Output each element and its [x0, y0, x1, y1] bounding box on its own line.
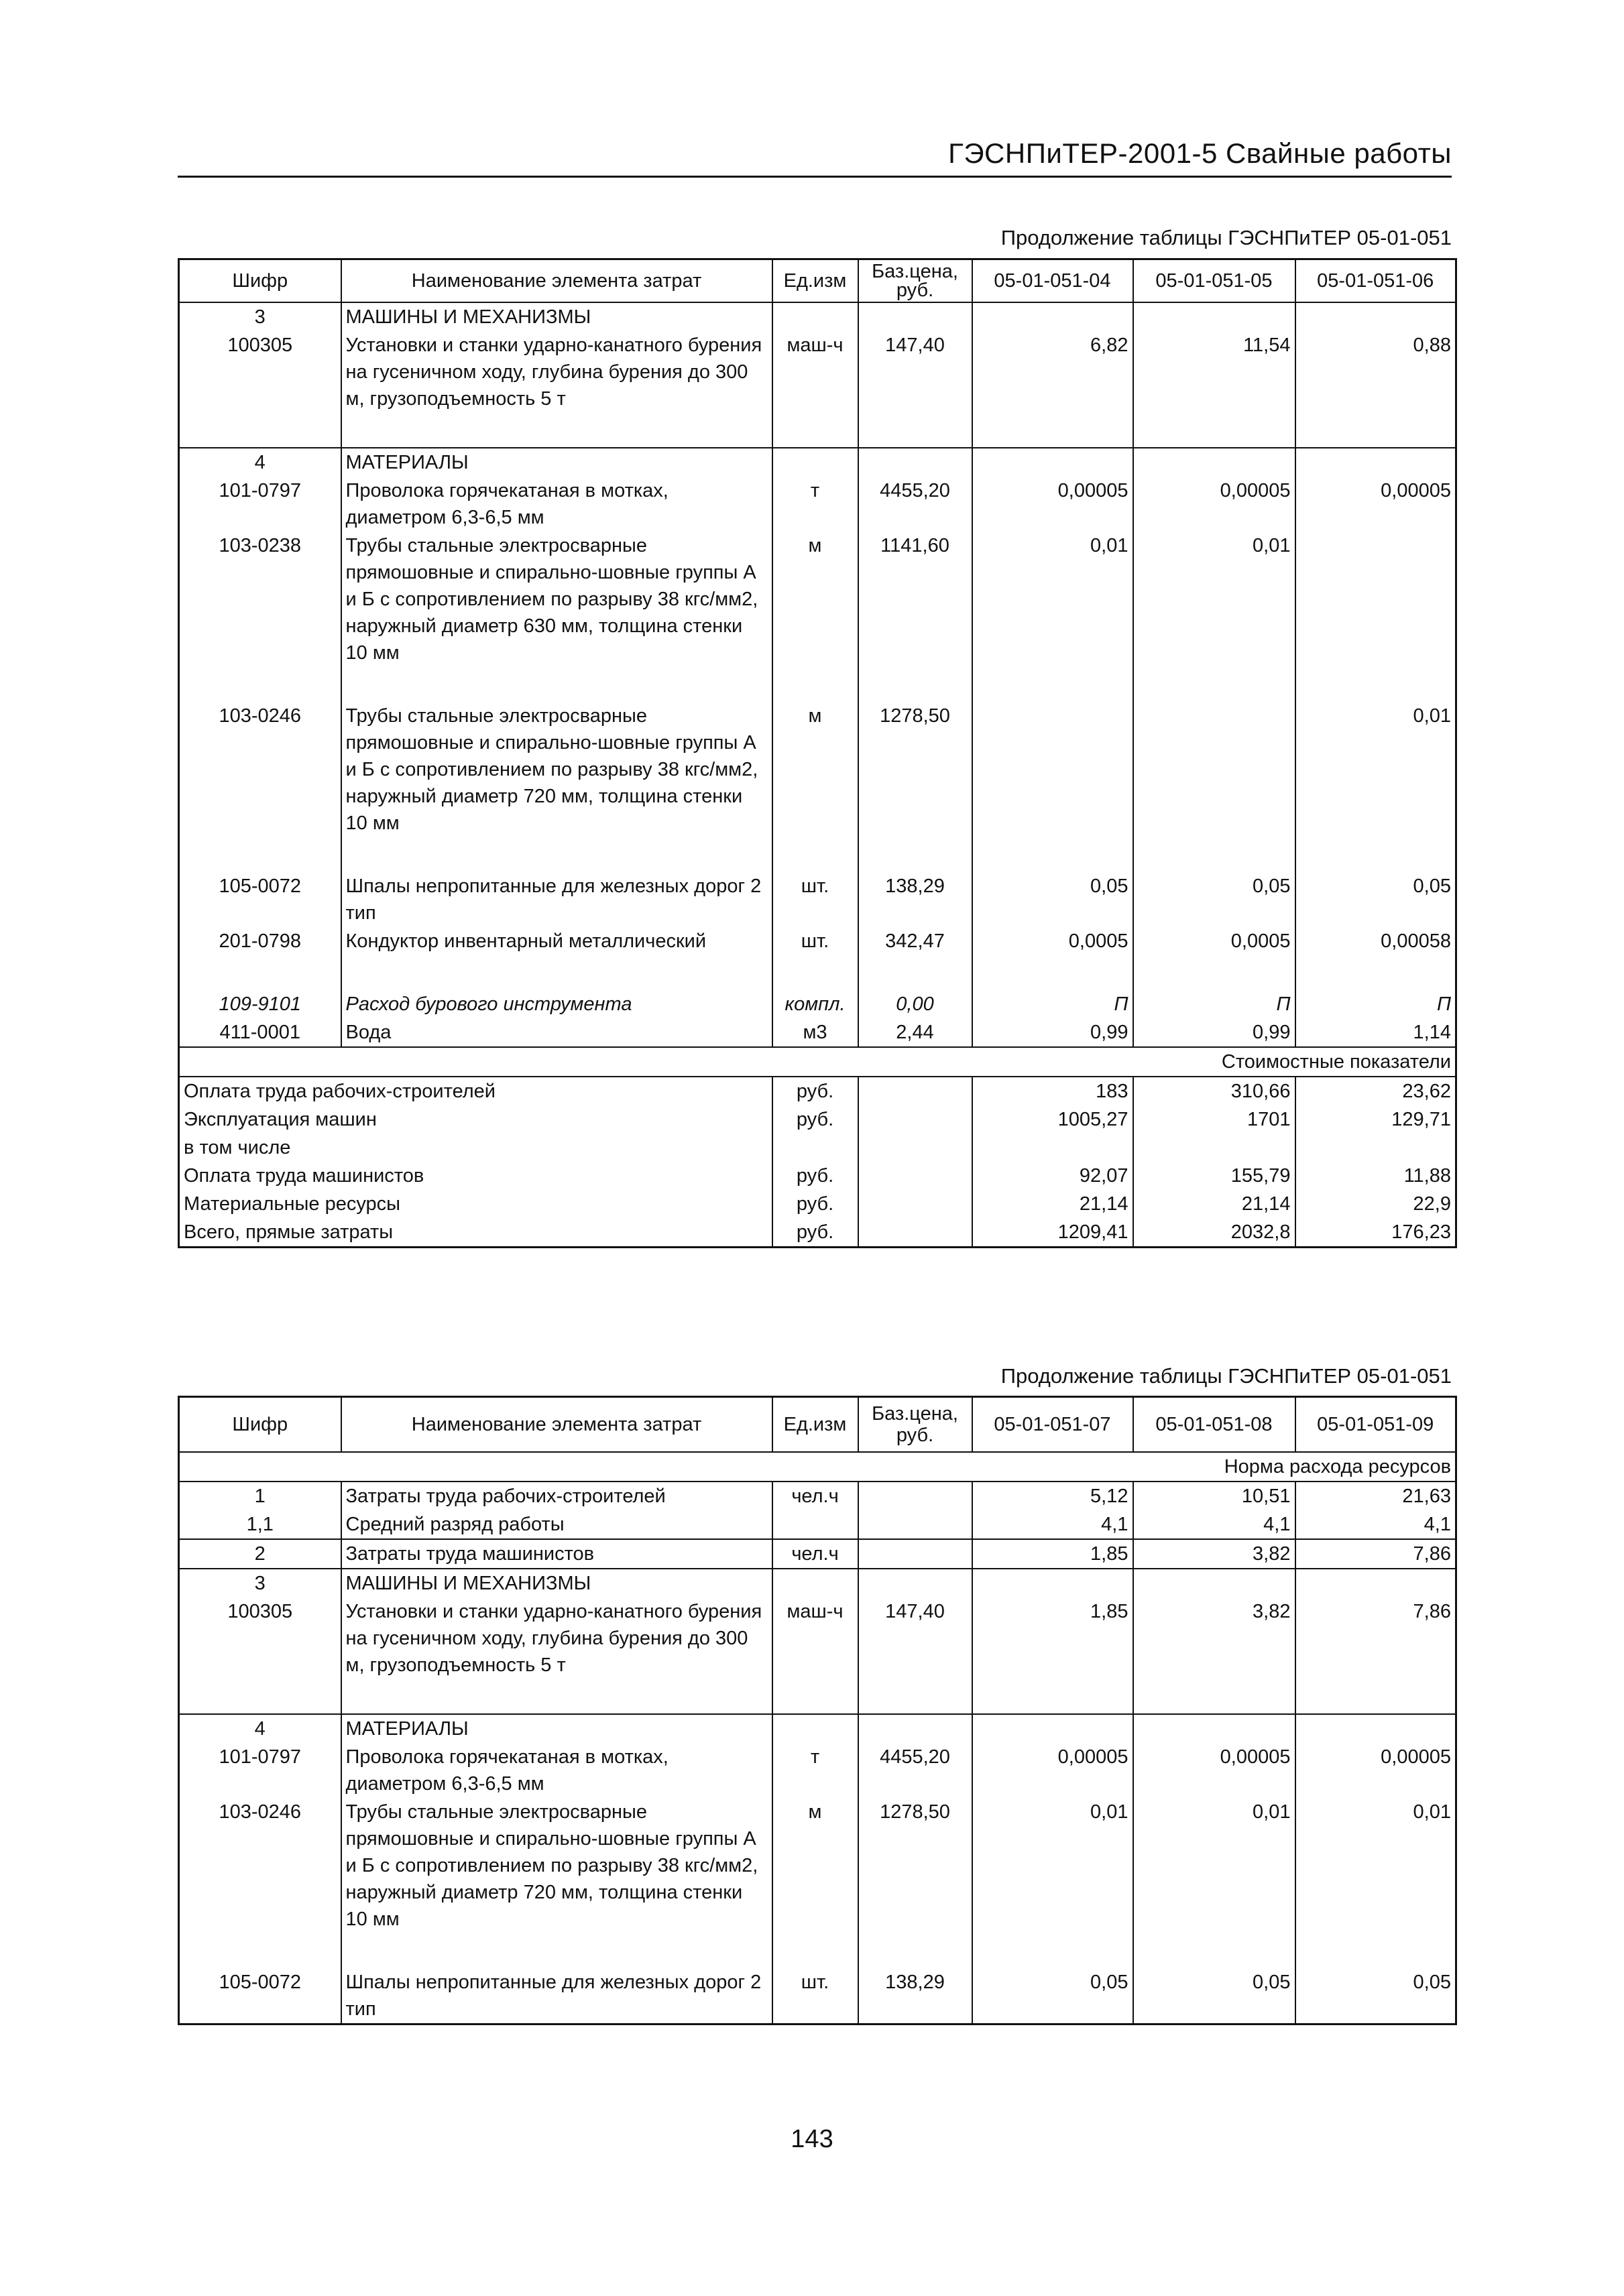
row-value-3: 7,86 [1295, 1539, 1456, 1569]
cost-value-2: 1701 [1133, 1105, 1295, 1134]
cost-value-3: 23,62 [1295, 1077, 1456, 1105]
row-value-2 [1133, 1714, 1295, 1743]
table-row [179, 1798, 1456, 1933]
table-row [179, 1539, 1456, 1569]
table-row [179, 1743, 1456, 1798]
row-name: МАШИНЫ И МЕХАНИЗМЫ [341, 302, 772, 331]
row-code: 105-0072 [179, 872, 341, 927]
row-value-2: 0,01 [1133, 1798, 1295, 1933]
cost-price-empty [858, 1134, 972, 1162]
row-value-2 [1133, 302, 1295, 331]
row-code: 105-0072 [179, 1968, 341, 2025]
cost-unit: руб. [772, 1218, 858, 1248]
row-unit: шт. [772, 1968, 858, 2025]
row-value-1 [972, 702, 1133, 837]
row-name: Кондуктор инвентарный металлический [341, 927, 772, 955]
row-value-2: 4,1 [1133, 1510, 1295, 1539]
row-price: 138,29 [858, 872, 972, 927]
row-code: 109-9101 [179, 990, 341, 1018]
cost-row [179, 1190, 1456, 1218]
row-code: 4 [179, 448, 341, 477]
row-value-1: 4,1 [972, 1510, 1133, 1539]
cost-price-empty [858, 1077, 972, 1105]
cost-unit: руб. [772, 1105, 858, 1134]
table-row [179, 1569, 1456, 1597]
cost-unit: руб. [772, 1162, 858, 1190]
table-row [179, 702, 1456, 837]
row-unit: м [772, 1798, 858, 1933]
col-code-3-header: 05-01-051-06 [1295, 259, 1456, 303]
table-row [179, 1714, 1456, 1743]
row-value-3 [1295, 1569, 1456, 1597]
row-value-3 [1295, 1714, 1456, 1743]
table2 [178, 1396, 1457, 2025]
row-value-1 [972, 1714, 1133, 1743]
col-price-header-line1: Баз.цена, [872, 1403, 958, 1425]
row-price: 2,44 [858, 1018, 972, 1047]
row-name: Шпалы непропитанные для железных дорог 2 тип [341, 872, 772, 927]
row-price: 147,40 [858, 1597, 972, 1679]
spacer-cell [341, 413, 772, 448]
spacer-cell [1295, 413, 1456, 448]
cost-value-3 [1295, 1134, 1456, 1162]
row-value-3: 1,14 [1295, 1018, 1456, 1047]
row-value-3 [1295, 532, 1456, 667]
row-name: МАТЕРИАЛЫ [341, 1714, 772, 1743]
row-unit: компл. [772, 990, 858, 1018]
row-price [858, 448, 972, 477]
row-unit: шт. [772, 927, 858, 955]
row-code: 3 [179, 302, 341, 331]
cost-value-3: 22,9 [1295, 1190, 1456, 1218]
row-code: 2 [179, 1539, 341, 1569]
row-value-2 [1133, 448, 1295, 477]
row-value-3: 0,00005 [1295, 1743, 1456, 1798]
table-row [179, 927, 1456, 955]
row-code: 103-0246 [179, 702, 341, 837]
row-value-2 [1133, 1569, 1295, 1597]
table-row [179, 1482, 1456, 1510]
row-price: 342,47 [858, 927, 972, 955]
row-value-3: 7,86 [1295, 1597, 1456, 1679]
row-name: Установки и станки ударно-канатного бурения на гусеничном ходу, глубина бурения до 300 м, грузоподъемность 5 т [341, 1597, 772, 1679]
col-price-header-line1: Баз.цена, [872, 261, 958, 282]
spacer-cell [341, 1679, 772, 1714]
row-value-3: П [1295, 990, 1456, 1018]
cost-value-2: 155,79 [1133, 1162, 1295, 1190]
cost-price-empty [858, 1190, 972, 1218]
cost-label: Оплата труда машинистов [179, 1162, 772, 1190]
row-value-1: 0,00005 [972, 477, 1133, 532]
row-unit [772, 1569, 858, 1597]
row-value-2: 0,0005 [1133, 927, 1295, 955]
row-value-1: 0,01 [972, 532, 1133, 667]
row-name: Затраты труда машинистов [341, 1539, 772, 1569]
spacer-cell [1295, 1679, 1456, 1714]
spacer-cell [341, 837, 772, 872]
row-code: 411-0001 [179, 1018, 341, 1047]
row-value-2: 11,54 [1133, 331, 1295, 413]
spacer-cell [1295, 955, 1456, 990]
row-spacer [179, 1679, 1456, 1714]
row-unit [772, 1714, 858, 1743]
table1-header-row [179, 259, 1456, 303]
spacer-cell [972, 1679, 1133, 1714]
spacer-cell [972, 1933, 1133, 1968]
row-value-2: 0,01 [1133, 532, 1295, 667]
row-price: 147,40 [858, 331, 972, 413]
cost-value-3: 11,88 [1295, 1162, 1456, 1190]
spacer-cell [858, 1933, 972, 1968]
row-value-2: П [1133, 990, 1295, 1018]
row-value-2 [1133, 702, 1295, 837]
row-unit: маш-ч [772, 1597, 858, 1679]
page-number: 143 [791, 2125, 833, 2153]
row-value-3: 0,00058 [1295, 927, 1456, 955]
spacer-cell [1133, 1933, 1295, 1968]
spacer-cell [772, 667, 858, 702]
row-code: 100305 [179, 1597, 341, 1679]
cost-value-2: 2032,8 [1133, 1218, 1295, 1248]
col-unit-header: Ед.изм [772, 259, 858, 303]
spacer-cell [858, 837, 972, 872]
row-value-3 [1295, 302, 1456, 331]
row-name: Трубы стальные электросварные прямошовные и спирально-шовные группы А и Б с сопротивлением по разрыву 38 кгс/мм2, наружный диаметр 630 мм, толщина стенки 10 мм [341, 532, 772, 667]
row-value-2: 3,82 [1133, 1597, 1295, 1679]
row-price: 1141,60 [858, 532, 972, 667]
row-value-1: 0,01 [972, 1798, 1133, 1933]
cost-value-2: 310,66 [1133, 1077, 1295, 1105]
col-code-1-header: 05-01-051-04 [972, 259, 1133, 303]
table-row [179, 1510, 1456, 1539]
row-value-2: 10,51 [1133, 1482, 1295, 1510]
table-row [179, 1018, 1456, 1047]
row-unit [772, 302, 858, 331]
row-unit [772, 1510, 858, 1539]
spacer-cell [972, 413, 1133, 448]
row-price: 0,00 [858, 990, 972, 1018]
col-code-header: Шифр [179, 1397, 341, 1453]
cost-value-2 [1133, 1134, 1295, 1162]
row-unit [772, 448, 858, 477]
cost-value-1: 183 [972, 1077, 1133, 1105]
spacer-cell [341, 1933, 772, 1968]
spacer-cell [179, 955, 341, 990]
spacer-cell [1295, 1933, 1456, 1968]
cost-value-3: 176,23 [1295, 1218, 1456, 1248]
cost-value-1: 1005,27 [972, 1105, 1133, 1134]
table-row [179, 1597, 1456, 1679]
cost-value-2: 21,14 [1133, 1190, 1295, 1218]
table2-header-row [179, 1397, 1456, 1453]
row-unit: чел.ч [772, 1539, 858, 1569]
table1-body [179, 302, 1456, 1248]
spacer-cell [858, 1679, 972, 1714]
table1-caption: Продолжение таблицы ГЭСНПиТЕР 05-01-051 [1000, 226, 1452, 249]
spacer-cell [972, 667, 1133, 702]
row-value-1 [972, 302, 1133, 331]
row-value-3: 0,00005 [1295, 477, 1456, 532]
spacer-cell [1133, 955, 1295, 990]
row-price [858, 1482, 972, 1510]
spacer-cell [341, 955, 772, 990]
table-row [179, 448, 1456, 477]
page-header-title: ГЭСНПиТЕР-2001-5 Свайные работы [948, 137, 1452, 169]
table-row [179, 477, 1456, 532]
spacer-cell [1133, 413, 1295, 448]
col-unit-header: Ед.изм [772, 1397, 858, 1453]
cost-price-empty [858, 1162, 972, 1190]
table-row [179, 872, 1456, 927]
row-unit: м [772, 702, 858, 837]
row-price: 1278,50 [858, 1798, 972, 1933]
spacer-cell [972, 837, 1133, 872]
spacer-cell [858, 955, 972, 990]
col-code-header: Шифр [179, 259, 341, 303]
table-row [179, 1968, 1456, 2025]
row-value-1: П [972, 990, 1133, 1018]
row-value-2: 3,82 [1133, 1539, 1295, 1569]
row-unit: чел.ч [772, 1482, 858, 1510]
norm-header-row [179, 1452, 1456, 1482]
row-spacer [179, 413, 1456, 448]
row-name: Расход бурового инструмента [341, 990, 772, 1018]
row-code: 1,1 [179, 1510, 341, 1539]
row-value-3 [1295, 448, 1456, 477]
row-name: МАТЕРИАЛЫ [341, 448, 772, 477]
spacer-cell [1133, 667, 1295, 702]
spacer-cell [858, 413, 972, 448]
row-spacer [179, 1933, 1456, 1968]
spacer-cell [179, 1933, 341, 1968]
cost-label: Материальные ресурсы [179, 1190, 772, 1218]
row-value-3: 0,05 [1295, 872, 1456, 927]
col-price-header [858, 259, 972, 303]
col-price-header-line2: руб. [896, 280, 934, 301]
table-row [179, 302, 1456, 331]
col-name-header: Наименование элемента затрат [341, 259, 772, 303]
row-name: Проволока горячекатаная в мотках, диаметром 6,3-6,5 мм [341, 477, 772, 532]
cost-label: Всего, прямые затраты [179, 1218, 772, 1248]
row-name: Трубы стальные электросварные прямошовные и спирально-шовные группы А и Б с сопротивлением по разрыву 38 кгс/мм2, наружный диаметр 720 мм, толщина стенки 10 мм [341, 702, 772, 837]
row-code: 101-0797 [179, 1743, 341, 1798]
row-value-3: 4,1 [1295, 1510, 1456, 1539]
spacer-cell [1133, 837, 1295, 872]
row-value-3: 0,05 [1295, 1968, 1456, 2025]
col-name-header: Наименование элемента затрат [341, 1397, 772, 1453]
spacer-cell [858, 667, 972, 702]
cost-price-empty [858, 1218, 972, 1248]
cost-header-row [179, 1047, 1456, 1077]
row-price [858, 1539, 972, 1569]
spacer-cell [972, 955, 1133, 990]
row-name: Установки и станки ударно-канатного бурения на гусеничном ходу, глубина бурения до 300 м, грузоподъемность 5 т [341, 331, 772, 413]
row-code: 4 [179, 1714, 341, 1743]
spacer-cell [772, 1679, 858, 1714]
cost-label: в том числе [179, 1134, 772, 1162]
row-value-1: 6,82 [972, 331, 1133, 413]
row-code: 103-0238 [179, 532, 341, 667]
row-unit: т [772, 1743, 858, 1798]
row-value-1: 0,05 [972, 872, 1133, 927]
row-value-1: 1,85 [972, 1539, 1133, 1569]
spacer-cell [341, 667, 772, 702]
spacer-cell [772, 955, 858, 990]
row-price [858, 302, 972, 331]
row-unit: т [772, 477, 858, 532]
row-name: Проволока горячекатаная в мотках, диаметром 6,3-6,5 мм [341, 1743, 772, 1798]
row-unit: м3 [772, 1018, 858, 1047]
row-spacer [179, 837, 1456, 872]
spacer-cell [1295, 667, 1456, 702]
cost-value-1 [972, 1134, 1133, 1162]
cost-label: Эксплуатация машин [179, 1105, 772, 1134]
row-value-1: 5,12 [972, 1482, 1133, 1510]
col-code-2-header: 05-01-051-05 [1133, 259, 1295, 303]
row-value-1: 0,00005 [972, 1743, 1133, 1798]
row-code: 103-0246 [179, 1798, 341, 1933]
table2-caption: Продолжение таблицы ГЭСНПиТЕР 05-01-051 [1000, 1364, 1452, 1388]
table-row [179, 331, 1456, 413]
table-row [179, 990, 1456, 1018]
row-value-1: 1,85 [972, 1597, 1133, 1679]
table-row [179, 532, 1456, 667]
row-value-1 [972, 1569, 1133, 1597]
cost-price-empty [858, 1105, 972, 1134]
row-name: МАШИНЫ И МЕХАНИЗМЫ [341, 1569, 772, 1597]
cost-row [179, 1218, 1456, 1248]
row-price [858, 1510, 972, 1539]
row-price [858, 1714, 972, 1743]
row-price: 4455,20 [858, 477, 972, 532]
row-spacer [179, 955, 1456, 990]
cost-row [179, 1134, 1456, 1162]
row-code: 1 [179, 1482, 341, 1510]
row-value-1: 0,0005 [972, 927, 1133, 955]
row-unit: шт. [772, 872, 858, 927]
cost-value-1: 21,14 [972, 1190, 1133, 1218]
row-value-2: 0,05 [1133, 1968, 1295, 2025]
row-code: 100305 [179, 331, 341, 413]
header-rule [178, 176, 1452, 178]
row-price: 138,29 [858, 1968, 972, 2025]
cost-unit: руб. [772, 1190, 858, 1218]
cost-row [179, 1105, 1456, 1134]
cost-value-1: 1209,41 [972, 1218, 1133, 1248]
spacer-cell [179, 837, 341, 872]
row-price: 4455,20 [858, 1743, 972, 1798]
row-value-2: 0,99 [1133, 1018, 1295, 1047]
row-name: Вода [341, 1018, 772, 1047]
row-spacer [179, 667, 1456, 702]
cost-unit [772, 1134, 858, 1162]
table1 [178, 258, 1457, 1248]
row-value-2: 0,00005 [1133, 477, 1295, 532]
cost-unit: руб. [772, 1077, 858, 1105]
col-code-3-header: 05-01-051-09 [1295, 1397, 1456, 1453]
row-unit: маш-ч [772, 331, 858, 413]
spacer-cell [179, 667, 341, 702]
row-code: 201-0798 [179, 927, 341, 955]
col-price-header-line2: руб. [896, 1425, 934, 1446]
col-code-2-header: 05-01-051-08 [1133, 1397, 1295, 1453]
row-value-3: 0,01 [1295, 702, 1456, 837]
row-name: Затраты труда рабочих-строителей [341, 1482, 772, 1510]
row-price: 1278,50 [858, 702, 972, 837]
row-value-2: 0,05 [1133, 872, 1295, 927]
row-code: 101-0797 [179, 477, 341, 532]
spacer-cell [179, 413, 341, 448]
spacer-cell [1295, 837, 1456, 872]
spacer-cell [772, 413, 858, 448]
spacer-cell [772, 837, 858, 872]
row-value-3: 0,88 [1295, 331, 1456, 413]
cost-value-3: 129,71 [1295, 1105, 1456, 1134]
cost-row [179, 1162, 1456, 1190]
table2-body [179, 1452, 1456, 2025]
row-value-1: 0,05 [972, 1968, 1133, 2025]
row-value-1 [972, 448, 1133, 477]
row-price [858, 1569, 972, 1597]
row-name: Трубы стальные электросварные прямошовные и спирально-шовные группы А и Б с сопротивлением по разрыву 38 кгс/мм2, наружный диаметр 720 мм, толщина стенки 10 мм [341, 1798, 772, 1933]
row-value-1: 0,99 [972, 1018, 1133, 1047]
cost-label: Оплата труда рабочих-строителей [179, 1077, 772, 1105]
cost-header: Стоимостные показатели [179, 1047, 1456, 1077]
norm-header: Норма расхода ресурсов [179, 1452, 1456, 1482]
row-name: Шпалы непропитанные для железных дорог 2 тип [341, 1968, 772, 2025]
col-price-header [858, 1397, 972, 1453]
col-code-1-header: 05-01-051-07 [972, 1397, 1133, 1453]
cost-row [179, 1077, 1456, 1105]
row-name: Средний разряд работы [341, 1510, 772, 1539]
row-value-2: 0,00005 [1133, 1743, 1295, 1798]
row-value-3: 21,63 [1295, 1482, 1456, 1510]
spacer-cell [772, 1933, 858, 1968]
spacer-cell [179, 1679, 341, 1714]
spacer-cell [1133, 1679, 1295, 1714]
row-unit: м [772, 532, 858, 667]
row-code: 3 [179, 1569, 341, 1597]
row-value-3: 0,01 [1295, 1798, 1456, 1933]
cost-value-1: 92,07 [972, 1162, 1133, 1190]
